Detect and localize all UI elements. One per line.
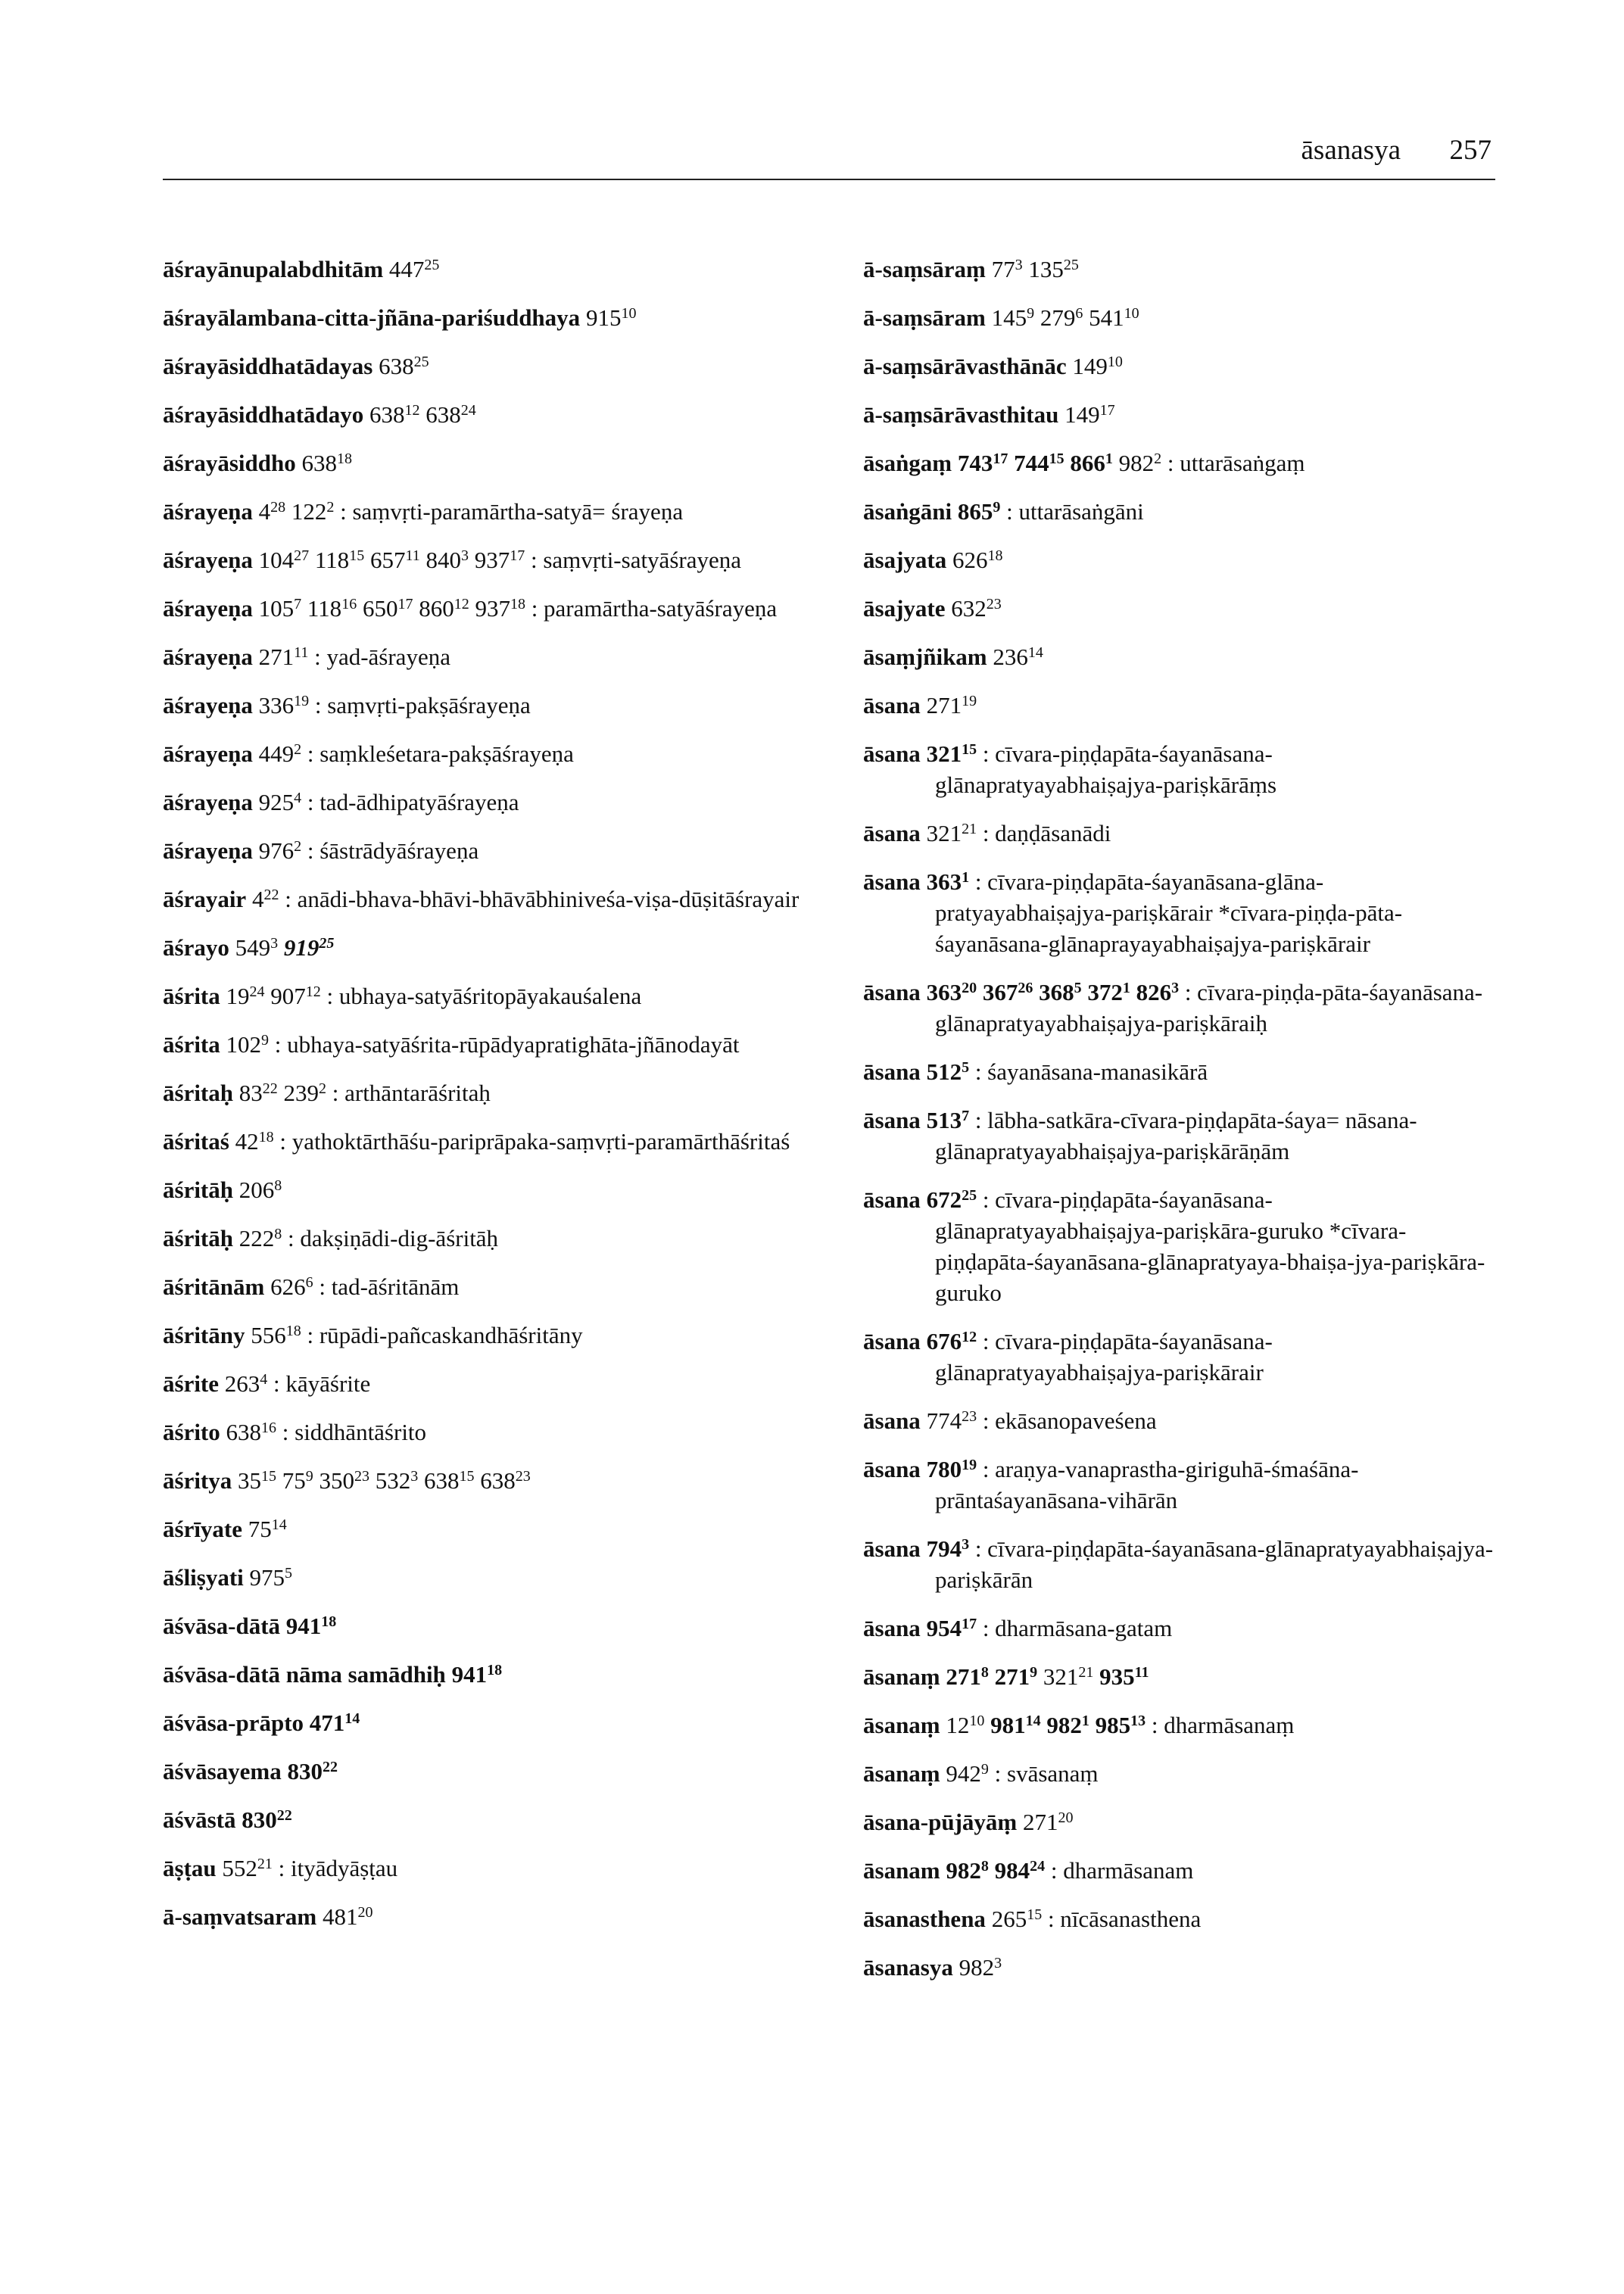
index-entry — [863, 399, 1499, 430]
entry-gloss: : tad-āśritānām — [319, 1273, 460, 1300]
entry-headword: āsanaṃ — [863, 1663, 940, 1690]
entry-gloss: : dharmāsana-gatam — [982, 1615, 1173, 1641]
index-entry — [163, 1562, 821, 1593]
entry-references: $915^{10}$ — [585, 304, 637, 331]
entry-references: $149^{17}$ — [1064, 401, 1115, 428]
entry-gloss: : cīvara-piṇḍapāta-śayanāsana-glāna-pratyayabhaiṣajya-pariṣkārair *cīvara-piṇḍa-pāta-śayanāsana-glānaprayayabhaiṣajya-pariṣkārair — [935, 868, 1403, 957]
index-entry — [163, 932, 821, 963]
entry-references: $632^{23}$ — [951, 595, 1002, 622]
index-entry — [863, 690, 1499, 721]
index-entry — [163, 1077, 821, 1108]
index-entry — [863, 977, 1499, 1039]
entry-headword: āśrayeṇa — [163, 595, 253, 622]
entry-headword: āsana — [863, 1615, 921, 1641]
entry-gloss: : ubhaya-satyāśritopāyakauśalena — [326, 983, 642, 1009]
entry-references: $638^{25}$ — [379, 353, 429, 379]
entry-headword: āsanaṃ — [863, 1760, 940, 1787]
entry-references: $982^3$ — [959, 1954, 1002, 1981]
entry-references: $672^{25}$ — [926, 1186, 977, 1213]
entry-headword: āsanam — [863, 1857, 940, 1884]
entry-references: $471^{14}$ — [309, 1710, 360, 1736]
entry-references: $271^{11}$ — [258, 644, 309, 670]
entry-references: $271^{19}$ — [926, 692, 977, 718]
entry-gloss: : saṃvṛti-paramārtha-satyā= śrayeṇa — [340, 498, 684, 525]
index-entry — [863, 1454, 1499, 1516]
index-entry — [863, 302, 1499, 333]
entry-references: $982^8$ $984^{24}$ — [946, 1857, 1046, 1884]
entry-references: $35^{15}$ $75^9$ $350^{23}$ $532^3$ $638^{15}$ $638^{23}$ — [238, 1467, 531, 1494]
entry-gloss: : yad-āśrayeṇa — [314, 644, 450, 670]
entry-headword: āsana — [863, 1186, 921, 1213]
index-entry — [163, 884, 821, 915]
entry-references: $12^{10}$ — [946, 1712, 985, 1738]
index-entry — [163, 1174, 821, 1205]
entry-headword: āśvāsa-dātā nāma samādhiḥ — [163, 1661, 446, 1688]
entry-headword: āśrita — [163, 1031, 220, 1058]
entry-headword: āśvāsa-dātā — [163, 1613, 281, 1639]
index-entry — [163, 1513, 821, 1544]
index-entry — [163, 1659, 821, 1690]
index-entry — [863, 1613, 1499, 1644]
entry-references: $925^4$ — [258, 789, 302, 815]
entry-references: $638^{12}$ $638^{24}$ — [369, 401, 476, 428]
entry-references: $976^2$ — [258, 837, 302, 864]
entry-gloss: : cīvara-piṇḍapāta-śayanāsana-glānapratyayabhaiṣajya-pariṣkārair — [935, 1328, 1273, 1385]
entry-headword: āśrayeṇa — [163, 498, 253, 525]
right-column — [863, 254, 1499, 2000]
entry-headword: āśrayo — [163, 934, 229, 961]
entry-gloss: : anādi-bhava-bhāvi-bhāvābhiniveśa-viṣa-dūṣitāśrayair — [285, 886, 800, 912]
entry-references: $830^{22}$ — [287, 1758, 338, 1784]
entry-gloss: : yathoktārthāśu-pariprāpaka-saṃvṛti-paramārthāśritaś — [279, 1128, 790, 1155]
index-entry — [163, 1320, 821, 1351]
entry-references: $743^{17}$ $744^{15}$ $866^1$ — [957, 450, 1113, 476]
entry-references: $941^{18}$ — [285, 1613, 337, 1639]
entry-gloss: : śāstrādyāśrayeṇa — [307, 837, 479, 864]
entry-references: $780^{19}$ — [926, 1456, 977, 1482]
entry-headword: āṣṭau — [163, 1855, 217, 1881]
entry-headword: ā-saṃsāraṃ — [863, 256, 986, 282]
index-entry — [163, 1804, 821, 1835]
entry-headword: āsaṃjñikam — [863, 644, 987, 670]
entry-headword: ā-saṃsāram — [863, 304, 986, 331]
entry-headword: āśvāstā — [163, 1806, 236, 1833]
entry-headword: āsanasthena — [863, 1906, 986, 1932]
entry-headword: āsana — [863, 1407, 921, 1434]
entry-references: $549^3$ — [235, 934, 279, 961]
entry-references: $77^3$ $135^{25}$ — [991, 256, 1079, 282]
index-entry — [163, 1223, 821, 1254]
index-entry — [863, 447, 1499, 478]
index-entry — [163, 1610, 821, 1641]
entry-headword: āsana — [863, 740, 921, 767]
entry-gloss: : nīcāsanasthena — [1047, 1906, 1202, 1932]
entry-gloss: : lābha-satkāra-cīvara-piṇḍapāta-śaya= nāsana-glānapratyayabhaiṣajya-pariṣkārāṇām — [935, 1107, 1417, 1164]
index-entry — [163, 399, 821, 430]
entry-gloss: : ityādyāṣṭau — [278, 1855, 398, 1881]
index-entry — [863, 593, 1499, 624]
index-entry — [863, 351, 1499, 382]
entry-references: $321^{21}$ — [926, 820, 977, 846]
index-entry — [163, 1029, 821, 1060]
entry-headword: āsanasya — [863, 1954, 953, 1981]
entry-references: $449^2$ — [258, 740, 302, 767]
entry-references: $75^{14}$ — [248, 1516, 287, 1542]
index-entry — [163, 496, 821, 527]
index-entry — [163, 1417, 821, 1448]
entry-headword: āsana — [863, 979, 921, 1005]
entry-headword: āśritānām — [163, 1273, 265, 1300]
entry-references: $236^{14}$ — [993, 644, 1043, 670]
entry-headword: āsaṅgaṃ — [863, 450, 952, 476]
index-entry — [163, 787, 821, 818]
index-entry — [163, 1126, 821, 1157]
index-entry — [863, 1758, 1499, 1789]
index-entry — [863, 1661, 1499, 1692]
entry-gloss: : cīvara-piṇḍapāta-śayanāsana-glānapratyayabhaiṣajya-pariṣkārān — [935, 1535, 1494, 1593]
index-entry — [163, 1853, 821, 1884]
index-entry — [863, 738, 1499, 800]
entry-headword: āśrayāsiddhatādayo — [163, 401, 364, 428]
index-entry — [163, 641, 821, 672]
entry-gloss: : tad-ādhipatyāśrayeṇa — [307, 789, 519, 815]
entry-headword: āśrayeṇa — [163, 547, 253, 573]
entry-headword: āsana — [863, 1107, 921, 1133]
entry-gloss: : ekāsanopaveśena — [982, 1407, 1157, 1434]
entry-headword: āsana — [863, 1535, 921, 1562]
header-rule — [163, 179, 1495, 180]
index-entry — [863, 254, 1499, 285]
entry-headword: āśvāsa-prāpto — [163, 1710, 304, 1736]
left-column — [163, 254, 821, 1950]
index-entry — [863, 1326, 1499, 1388]
entry-references: $105^7$ $118^{16}$ $650^{17}$ $860^{12}$ $937^{18}$ — [258, 595, 525, 622]
entry-gloss: : uttarāsaṅgaṃ — [1167, 450, 1305, 476]
entry-references: $676^{12}$ — [926, 1328, 977, 1354]
entry-headword: āsaṅgāni — [863, 498, 952, 525]
entry-references: $321^{15}$ — [926, 740, 977, 767]
entry-references: $271^8$ $271^9$ — [946, 1663, 1038, 1690]
page-header — [1211, 127, 1492, 170]
entry-references: $626^{18}$ — [952, 547, 1003, 573]
index-entry — [163, 1756, 821, 1787]
entry-references: $102^9$ — [226, 1031, 270, 1058]
index-entry — [863, 1710, 1499, 1741]
index-entry — [163, 835, 821, 866]
index-entry — [163, 1707, 821, 1738]
entry-references: $942^9$ — [946, 1760, 989, 1787]
entry-headword: āsana — [863, 820, 921, 846]
entry-gloss: : daṇḍāsanādi — [982, 820, 1111, 846]
entry-headword: āśrito — [163, 1419, 220, 1445]
entry-headword: āśrayāsiddho — [163, 450, 296, 476]
entry-headword: āśrayeṇa — [163, 789, 253, 815]
entry-references: $321^{21}$ — [1043, 1663, 1094, 1690]
entry-headword: āśrayair — [163, 886, 247, 912]
index-entry — [863, 1056, 1499, 1087]
index-entry — [863, 866, 1499, 959]
entry-references: $206^8$ — [238, 1177, 282, 1203]
entry-gloss: : araṇya-vanaprastha-giriguhā-śmaśāna-prāntaśayanāsana-vihārān — [935, 1456, 1359, 1513]
entry-gloss: : uttarāsaṅgāni — [1006, 498, 1144, 525]
entry-headword: āsanaṃ — [863, 1712, 940, 1738]
index-entry — [863, 496, 1499, 527]
entry-references: $794^3$ — [926, 1535, 970, 1562]
index-entry — [863, 1806, 1499, 1837]
entry-headword: āśrayeṇa — [163, 837, 253, 864]
entry-references: $336^{19}$ — [258, 692, 310, 718]
index-entry — [863, 641, 1499, 672]
entry-references: $975^5$ — [249, 1564, 293, 1591]
entry-references: $626^6$ — [270, 1273, 313, 1300]
index-entry — [163, 738, 821, 769]
entry-headword: āśritaś — [163, 1128, 229, 1155]
entry-references: $638^{16}$ — [226, 1419, 277, 1445]
index-entry — [163, 254, 821, 285]
entry-headword: āśliṣyati — [163, 1564, 244, 1591]
entry-references: $865^9$ — [957, 498, 1001, 525]
entry-headword: āśrayeṇa — [163, 740, 253, 767]
entry-headword: āsana — [863, 692, 921, 718]
entry-references: $481^{20}$ — [322, 1903, 373, 1930]
entry-headword: āśritāḥ — [163, 1177, 233, 1203]
index-entry — [163, 980, 821, 1011]
entry-gloss: : cīvara-piṇḍapāta-śayanāsana-glānapratyayabhaiṣajya-pariṣkārāṃs — [935, 740, 1277, 798]
entry-gloss: : siddhāntāśrito — [282, 1419, 427, 1445]
entry-headword: āśritāny — [163, 1322, 245, 1348]
entry-headword: āśrayālambana-citta-jñāna-pariśuddhaya — [163, 304, 581, 331]
entry-references: $42^{18}$ — [235, 1128, 274, 1155]
entry-references: $363^{20}$ $367^{26}$ $368^5$ $372^1$ $826^3$ — [926, 979, 1180, 1005]
entry-gloss: : śayanāsana-manasikārā — [974, 1058, 1208, 1085]
entry-headword: āsana — [863, 868, 921, 895]
entry-gloss: : dharmāsanaṃ — [1151, 1712, 1295, 1738]
entry-headword: āśritaḥ — [163, 1080, 233, 1106]
entry-headword: āśrayeṇa — [163, 644, 253, 670]
index-entry — [163, 593, 821, 624]
entry-references: $638^{18}$ — [301, 450, 352, 476]
entry-gloss: : cīvara-piṇḍa-pāta-śayanāsana-glānapratyayabhaiṣajya-pariṣkāraiḥ — [935, 979, 1483, 1036]
index-entry — [163, 544, 821, 575]
index-entry — [163, 1271, 821, 1302]
entry-references: $363^1$ — [926, 868, 970, 895]
entry-references: $512^5$ — [926, 1058, 970, 1085]
entry-references: $263^4$ — [224, 1370, 268, 1397]
entry-headword: ā-saṃsārāvasthitau — [863, 401, 1059, 428]
entry-headword: āsana — [863, 1328, 921, 1354]
index-entry — [163, 1901, 821, 1932]
entry-references: $149^{10}$ — [1072, 353, 1123, 379]
entry-headword: āśritya — [163, 1467, 232, 1494]
page-number: 257 — [1449, 135, 1492, 166]
entry-headword: āsana — [863, 1456, 921, 1482]
entry-headword: āśrīyate — [163, 1516, 243, 1542]
entry-references: $982^2$ — [1118, 450, 1162, 476]
index-entry — [863, 1184, 1499, 1308]
entry-references: $265^{15}$ — [991, 1906, 1043, 1932]
entry-references: $830^{22}$ — [242, 1806, 292, 1833]
entry-headword: āsajyate — [863, 595, 946, 622]
index-entry — [863, 1533, 1499, 1595]
entry-references: $941^{18}$ — [451, 1661, 503, 1688]
entry-headword: ā-saṃvatsaram — [163, 1903, 317, 1930]
entry-references: $19^{24}$ $907^{12}$ — [226, 983, 321, 1009]
entry-headword: āśrayeṇa — [163, 692, 253, 718]
index-entry — [863, 1855, 1499, 1886]
entry-references: $919^{25}$ — [283, 934, 335, 961]
entry-headword: āśritāḥ — [163, 1225, 233, 1251]
entry-references: $83^{22}$ $239^2$ — [238, 1080, 326, 1106]
entry-headword: āsana-pūjāyāṃ — [863, 1809, 1018, 1835]
entry-references: $774^{23}$ — [926, 1407, 977, 1434]
entry-references: $556^{18}$ — [251, 1322, 301, 1348]
index-entry — [863, 544, 1499, 575]
entry-gloss: : cīvara-piṇḍapāta-śayanāsana-glānapratyayabhaiṣajya-pariṣkāra-guruko *cīvara-piṇḍapāta-śayanāsana-glānapratyaya-bhaiṣa-jya-pariṣkāra-guruko — [935, 1186, 1485, 1306]
index-entry — [163, 1465, 821, 1496]
entry-gloss: : rūpādi-pañcaskandhāśritāny — [307, 1322, 583, 1348]
entry-gloss: : dharmāsanam — [1050, 1857, 1194, 1884]
entry-headword: āśvāsayema — [163, 1758, 282, 1784]
entry-headword: āśrayānupalabdhitām — [163, 256, 384, 282]
entry-headword: āsajyata — [863, 547, 947, 573]
entry-references: $4^{28}$ $122^2$ — [258, 498, 335, 525]
index-entry — [863, 818, 1499, 849]
index-entry — [163, 351, 821, 382]
entry-gloss: : kāyāśrite — [273, 1370, 371, 1397]
entry-headword: āsana — [863, 1058, 921, 1085]
entry-gloss: : svāsanaṃ — [994, 1760, 1099, 1787]
entry-headword: āśrite — [163, 1370, 220, 1397]
entry-gloss: : paramārtha-satyāśrayeṇa — [531, 595, 778, 622]
entry-gloss: : saṃkleśetara-pakṣāśrayeṇa — [307, 740, 574, 767]
index-entry — [163, 1368, 821, 1399]
entry-references: $552^{21}$ — [222, 1855, 273, 1881]
index-entry — [863, 1105, 1499, 1167]
index-entry — [163, 447, 821, 478]
index-entry — [163, 302, 821, 333]
index-entry — [163, 690, 821, 721]
entry-references: $513^7$ — [926, 1107, 970, 1133]
entry-references: $104^{27}$ $118^{15}$ $657^{11}$ $840^3$ $937^{17}$ — [258, 547, 525, 573]
entry-references: $222^8$ — [238, 1225, 282, 1251]
running-head: āsanasya — [1301, 135, 1401, 166]
entry-headword: ā-saṃsārāvasthānāc — [863, 353, 1067, 379]
entry-references: $4^{22}$ — [251, 886, 279, 912]
entry-references: $447^{25}$ — [388, 256, 440, 282]
entry-references: $145^9$ $279^6$ $541^{10}$ — [991, 304, 1139, 331]
entry-references: $954^{17}$ — [926, 1615, 977, 1641]
entry-gloss: : saṃvṛti-pakṣāśrayeṇa — [314, 692, 531, 718]
index-entry — [863, 1952, 1499, 1983]
entry-references: $271^{20}$ — [1023, 1809, 1074, 1835]
index-entry — [863, 1405, 1499, 1436]
entry-gloss: : dakṣiṇādi-dig-āśritāḥ — [288, 1225, 499, 1251]
entry-gloss: : arthāntarāśritaḥ — [332, 1080, 491, 1106]
entry-headword: āśrayāsiddhatādayas — [163, 353, 373, 379]
entry-gloss: : ubhaya-satyāśrita-rūpādyapratighāta-jñānodayāt — [274, 1031, 740, 1058]
entry-gloss: : saṃvṛti-satyāśrayeṇa — [530, 547, 741, 573]
entry-references: $935^{11}$ — [1099, 1663, 1149, 1690]
entry-references: $981^{14}$ $982^1$ $985^{13}$ — [990, 1712, 1146, 1738]
index-entry — [863, 1903, 1499, 1934]
entry-headword: āśrita — [163, 983, 220, 1009]
